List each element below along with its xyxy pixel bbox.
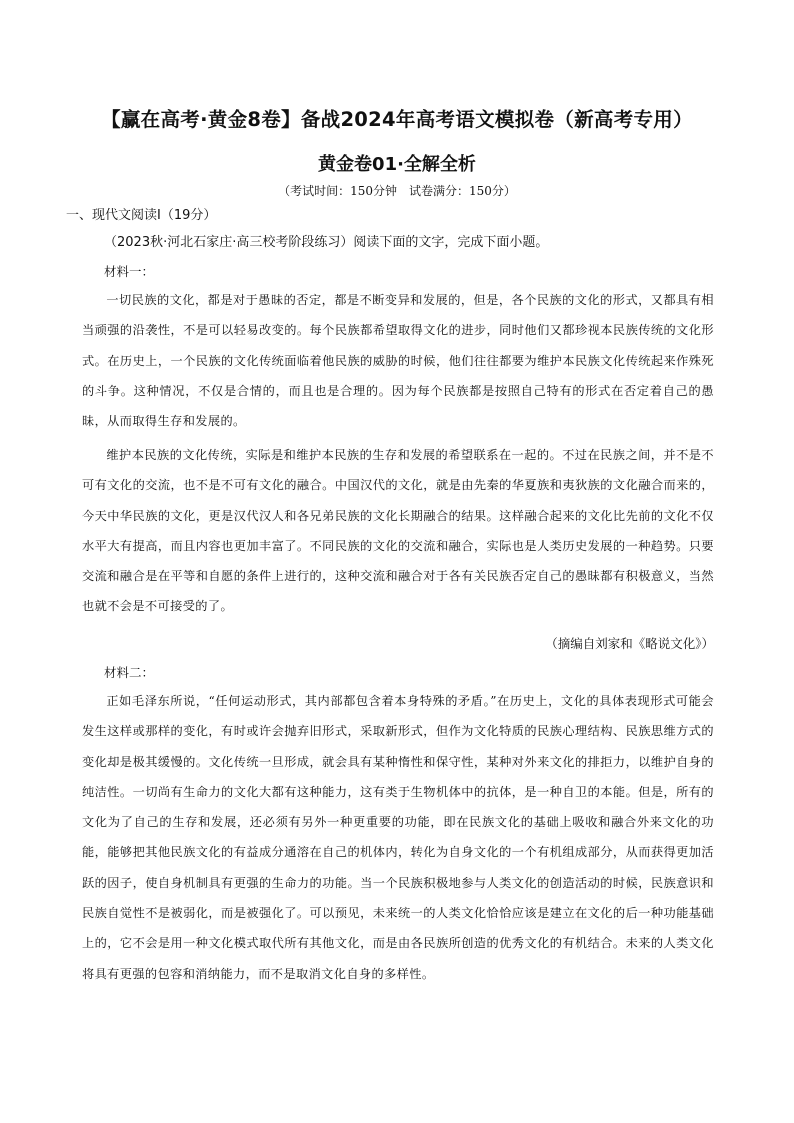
- exam-info: （考试时间：150分钟 试卷满分：150分）: [278, 184, 516, 198]
- material2-paragraph-1: [82, 686, 714, 989]
- paragraph-text: 一切民族的文化，都是对于愚昧的否定，都是不断变异和发展的，但是，各个民族的文化的形式，又都具有相当顽强的沿袭性，不是可以轻易改变的。每个民族都希望取得文化的进步，同时他们又都珍视本民族传统的文化形式。在历史上，一个民族的文化传统面临着他民族的威胁的时候，他们往往都要为维护本民族文化传统起来作殊死的斗争。这种情况，不仅是合情的，而且也是合理的。因为每个民族都是按照自己特有的形式在否定着自己的愚昧，从而取得生存和发展的。: [82, 293, 714, 429]
- paragraph-text: 正如毛泽东所说，“任何运动形式，其内部都包含着本身特殊的矛盾。”在历史上，文化的具体表现形式可能会发生这样或那样的变化，有时或许会抛弃旧形式，采取新形式，但作为文化特质的民族心理结构、民族思维方式的变化却是极其缓慢的。文化传统一旦形成，就会具有某种惰性和保守性，某种对外来文化的排拒力，以维护自身的纯洁性。一切尚有生命力的文化大都有这种能力，这有类于生物机体中的抗体，是一种自卫的本能。但是，所有的文化为了自己的生存和发展，还必须有另外一种更重要的功能，即在民族文化的基础上吸收和融合外来文化的功能，能够把其他民族文化的有益成分通溶在自己的机体内，转化为自身文化的一个有机组成部分，从而获得更加活跃的因子，使自身机制具有更强的生命力的功能。当一个民族积极地参与人类文化的创造活动的时候，民族意识和民族自觉性不是被弱化，而是被强化了。可以预见，未来统一的人类文化恰恰应该是建立在文化的后一种功能基础上的，它不会是用一种文化模式取代所有其他文化，而是由各民族所创造的优秀文化的有机结合。未来的人类文化将具有更强的包容和消纳能力，而不是取消文化自身的多样性。: [82, 694, 714, 981]
- page-subtitle: 黄金卷01·全解全析: [318, 154, 476, 175]
- material1-paragraph-1: [82, 285, 714, 436]
- section-intro: （2023秋·河北石家庄·高三校考阶段练习）阅读下面的文字，完成下面小题。: [104, 235, 549, 250]
- section-heading: 一、现代文阅读Ⅰ（19分）: [66, 208, 217, 223]
- paragraph-text: 维护本民族的文化传统，实际是和维护本民族的生存和发展的希望联系在一起的。不过在民族之间，并不是不可有文化的交流，也不是不可有文化的融合。中国汉代的文化，就是由先秦的华夏族和夷狄族的文化融合而来的，今天中华民族的文化，更是汉代汉人和各兄弟民族的文化长期融合的结果。这样融合起来的文化比先前的文化不仅水平大有提高，而且内容也更加丰富了。不同民族的文化的交流和融合，实际也是人类历史发展的一种趋势。只要交流和融合是在平等和自愿的条件上进行的，这种交流和融合对于各有关民族否定自己的愚昧都有积极意义，当然也就不会是不可接受的了。: [82, 448, 714, 614]
- page-title: 【赢在高考·黄金8卷】备战2024年高考语文模拟卷（新高考专用）: [101, 108, 693, 131]
- material1-label: 材料一：: [104, 264, 155, 279]
- material1-source: （摘编自刘家和《略说文化》）: [545, 636, 714, 651]
- material1-paragraph-2: [82, 440, 714, 622]
- material2-label: 材料二：: [104, 665, 155, 680]
